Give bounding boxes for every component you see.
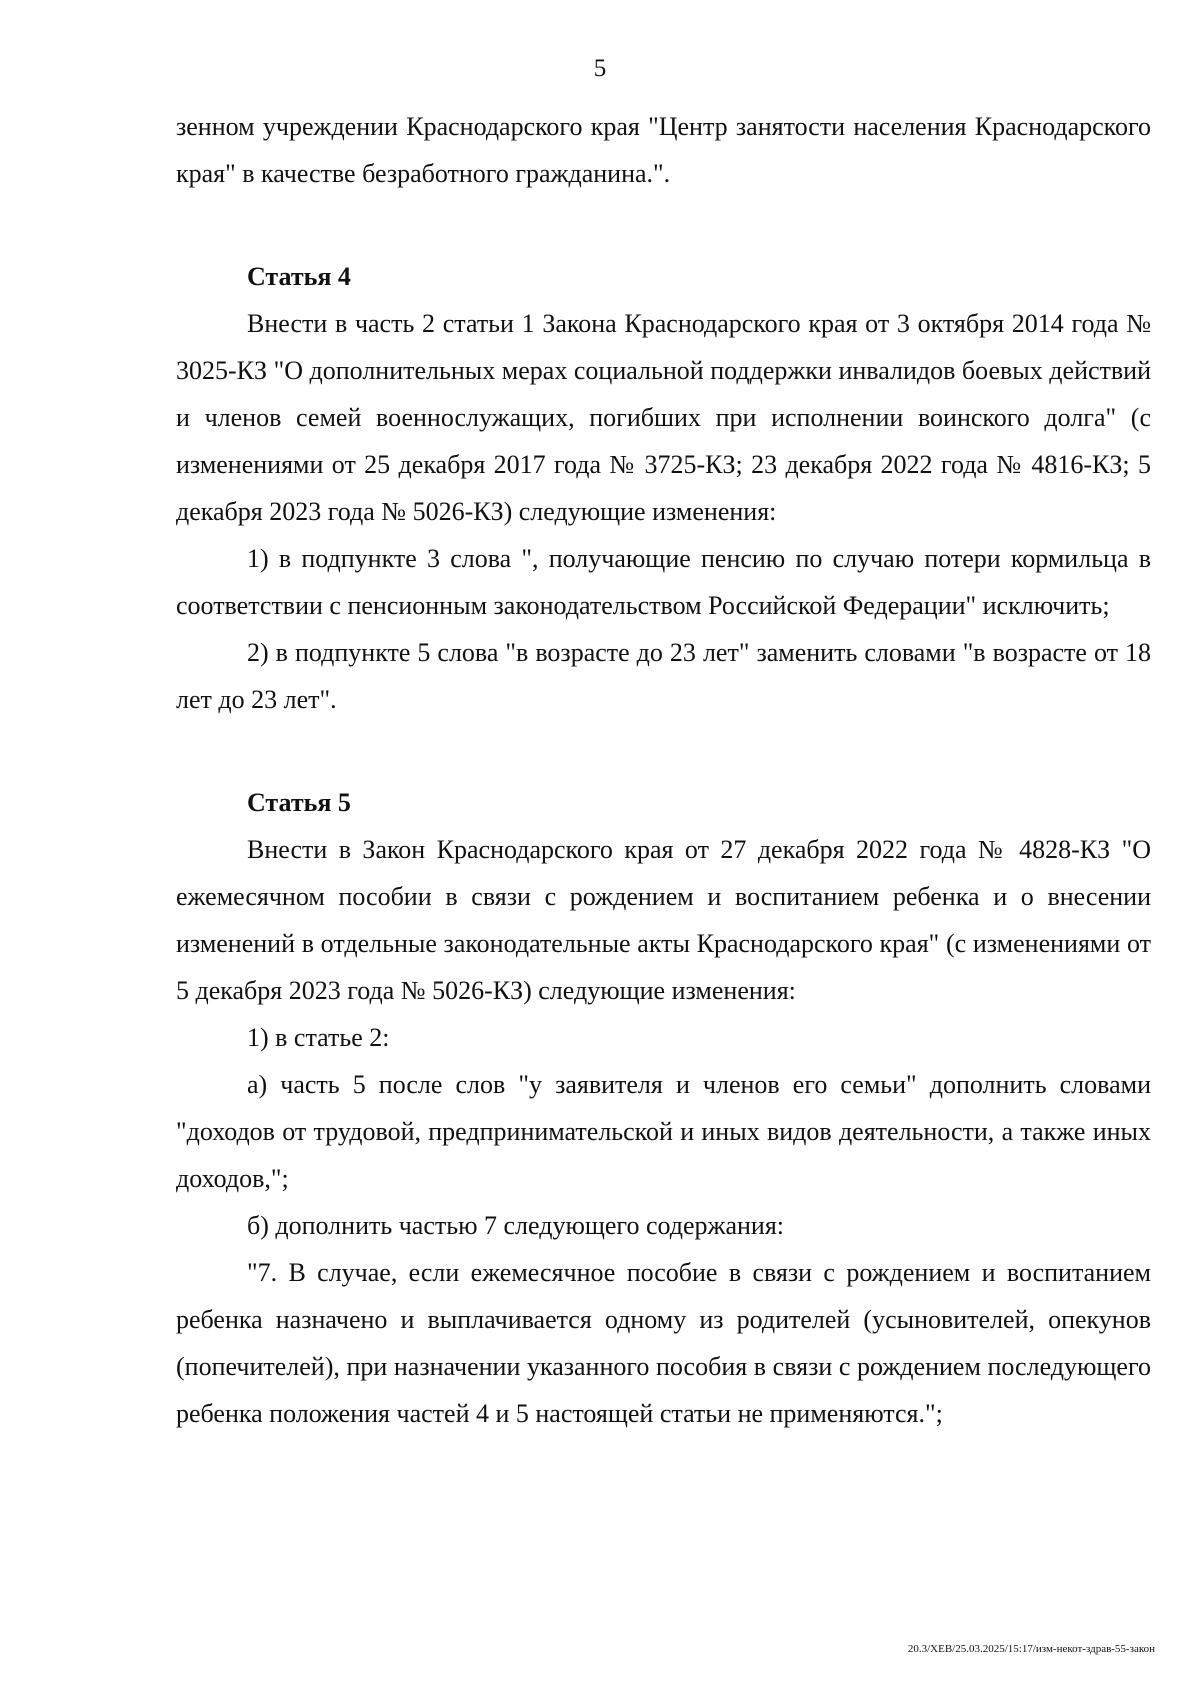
- spacer: [176, 197, 1151, 253]
- intro-paragraph: зенном учреждении Краснодарского края "Центр занятости населения Краснодарского края" в качестве безработного гражданина.".: [176, 112, 1151, 188]
- article-4-title: Статья 4: [247, 262, 351, 291]
- document-body: [176, 103, 1151, 1437]
- page-number: 5: [593, 55, 607, 82]
- article-4-paragraph-1: Внести в часть 2 статьи 1 Закона Краснодарского края от 3 октября 2014 года № 3025-КЗ "О дополнительных мерах социальной поддержки инвалидов боевых действий и членов семей военнослужащих, погибших при исполнении воинского долга" (с изменениями от 25 декабря 2017 года № 3725-КЗ; 23 декабря 2022 года № 4816-КЗ; 5 декабря 2023 года № 5026-КЗ) следующие изменения:: [176, 309, 1151, 526]
- article-4: [176, 253, 1151, 723]
- spacer: [176, 723, 1151, 779]
- article-5-paragraph-4: б) дополнить частью 7 следующего содержания:: [247, 1211, 785, 1240]
- article-5-paragraph-3: а) часть 5 после слов "у заявителя и членов его семьи" дополнить словами "доходов от трудовой, предпринимательской и иных видов деятельности, а также иных доходов,";: [176, 1070, 1151, 1193]
- article-5: [176, 779, 1151, 1437]
- article-4-paragraph-2: 1) в подпункте 3 слова ", получающие пенсию по случаю потери кормильца в соответствии с пенсионным законодательством Российской Федерации" исключить;: [176, 544, 1151, 620]
- article-5-paragraph-2: 1) в статье 2:: [247, 1023, 390, 1052]
- article-4-paragraph-3: 2) в подпункте 5 слова "в возрасте до 23 лет" заменить словами "в возрасте от 18 лет до 23 лет".: [176, 638, 1151, 714]
- article-5-title: Статья 5: [247, 788, 351, 817]
- article-5-paragraph-1: Внести в Закон Краснодарского края от 27 декабря 2022 года № 4828-КЗ "О ежемесячном пособии в связи с рождением и воспитанием ребенка и о внесении изменений в отдельные законодательные акты Краснодарского края" (с изменениями от 5 декабря 2023 года № 5026-КЗ) следующие изменения:: [176, 835, 1151, 1005]
- article-5-paragraph-5: "7. В случае, если ежемесячное пособие в связи с рождением и воспитанием ребенка назначено и выплачивается одному из родителей (усыновителей, опекунов (попечителей), при назначении указанного пособия в связи с рождением последующего ребенка положения частей 4 и 5 настоящей статьи не применяются.";: [176, 1258, 1151, 1428]
- footer-document-code: 20.3/ХЕВ/25.03.2025/15:17/изм-некот-здрав-55-закон: [907, 1643, 1155, 1655]
